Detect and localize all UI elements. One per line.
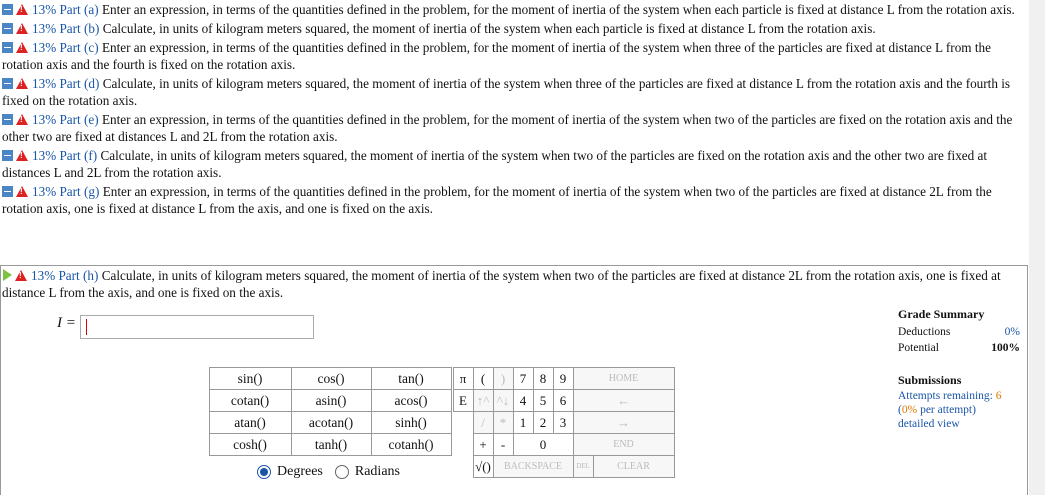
collapse-icon[interactable] — [2, 150, 13, 161]
part-label: 13% Part (c) — [32, 40, 99, 55]
part-label: 13% Part (g) — [32, 184, 100, 199]
part-text: Enter an expression, in terms of the quantities defined in the problem, for the moment of inertia of the system when three of the particles are fixed at distance L from the rotation axis and the fourth is fixed on the rotation axis. — [2, 40, 991, 72]
right-paren-button[interactable]: ) — [493, 367, 514, 390]
expand-arrow-icon[interactable] — [3, 269, 12, 281]
sin-button[interactable]: sin() — [209, 367, 292, 390]
cotanh-button[interactable]: cotanh() — [371, 433, 452, 456]
per-attempt-percent: 0% — [901, 404, 918, 416]
part-f[interactable] — [0, 146, 1028, 182]
sqrt-button[interactable]: √() — [473, 455, 494, 478]
collapse-icon[interactable] — [2, 42, 13, 53]
key-4[interactable]: 4 — [513, 389, 534, 412]
right-arrow-button[interactable]: → — [573, 411, 675, 434]
part-text: Calculate, in units of kilogram meters squared, the moment of inertia of the system when two of the particles are fixed at distance 2L from the rotation axis, one is fixed at distance L from the axis, and one is fixed on the axis. — [2, 268, 1001, 300]
part-e[interactable] — [0, 110, 1028, 146]
part-c[interactable] — [0, 38, 1028, 74]
function-buttons — [209, 367, 451, 455]
submissions-panel — [898, 373, 1028, 431]
part-label: 13% Part (b) — [32, 21, 100, 36]
warning-icon — [16, 186, 28, 197]
plus-button[interactable]: + — [473, 433, 494, 456]
vertical-scrollbar[interactable] — [1029, 0, 1045, 495]
part-label: 13% Part (h) — [31, 268, 99, 283]
attempts-remaining: 6 — [995, 390, 1002, 402]
multiply-button[interactable]: * — [493, 411, 514, 434]
asin-button[interactable]: asin() — [291, 389, 372, 412]
warning-icon — [16, 78, 28, 89]
cosh-button[interactable]: cosh() — [209, 433, 292, 456]
answer-prefix: I = — [57, 315, 76, 331]
home-button[interactable]: HOME — [573, 367, 675, 390]
warning-icon — [16, 42, 28, 53]
pi-button[interactable]: π — [453, 367, 474, 390]
deductions-value: 0% — [1004, 326, 1020, 338]
warning-icon — [16, 4, 28, 15]
part-text: Enter an expression, in terms of the quantities defined in the problem, for the moment of inertia of the system when two of the particles are fixed at distance 2L from the rotation axis, one is fixed at distance L from the axis, and one is fixed on the axis. — [2, 184, 992, 216]
answer-input[interactable] — [80, 315, 314, 339]
degrees-label: Degrees — [277, 464, 323, 479]
warning-icon — [16, 150, 28, 161]
acotan-button[interactable]: acotan() — [291, 411, 372, 434]
part-label: 13% Part (a) — [32, 2, 99, 17]
key-5[interactable]: 5 — [533, 389, 554, 412]
radians-label: Radians — [354, 464, 400, 479]
part-a[interactable] — [0, 0, 1028, 19]
minus-button[interactable]: - — [493, 433, 514, 456]
part-g[interactable] — [0, 182, 1028, 218]
collapse-icon[interactable] — [2, 114, 13, 125]
number-pad — [453, 367, 674, 477]
key-2[interactable]: 2 — [533, 411, 554, 434]
subscript-button[interactable]: ^↓ — [493, 389, 514, 412]
del-button[interactable]: DEL — [573, 455, 594, 478]
grade-summary — [898, 307, 1020, 354]
tanh-button[interactable]: tanh() — [291, 433, 372, 456]
detailed-view-link[interactable]: detailed view — [898, 418, 960, 430]
angle-mode-selector — [257, 464, 400, 480]
part-text: Calculate, in units of kilogram meters squared, the moment of inertia of the system when three of the particles are fixed at distance L from the rotation axis and the fourth is fixed on the rotation axis. — [2, 76, 1011, 108]
warning-icon — [16, 23, 28, 34]
left-arrow-button[interactable]: ← — [573, 389, 675, 412]
deductions-label: Deductions — [898, 326, 951, 338]
end-button[interactable]: END — [573, 433, 675, 456]
collapse-icon[interactable] — [2, 4, 13, 15]
key-7[interactable]: 7 — [513, 367, 534, 390]
part-text: Enter an expression, in terms of the quantities defined in the problem, for the moment of inertia of the system when two of the particles are fixed on the rotation axis and the other two are fixed at distances L and 2L from the rotation axis. — [2, 112, 1013, 144]
part-text: Calculate, in units of kilogram meters squared, the moment of inertia of the system when two of the particles are fixed on the rotation axis and the other two are fixed at distances L and 2L from the rotation axis. — [2, 148, 988, 180]
e-button[interactable]: E — [453, 389, 474, 412]
backspace-button[interactable]: BACKSPACE — [493, 455, 574, 478]
key-8[interactable]: 8 — [533, 367, 554, 390]
potential-value: 100% — [991, 342, 1020, 354]
part-h — [0, 266, 1028, 302]
key-9[interactable]: 9 — [553, 367, 574, 390]
part-label: 13% Part (f) — [32, 148, 98, 163]
attempts-label: Attempts remaining: — [898, 390, 993, 402]
part-text: Calculate, in units of kilogram meters squared, the moment of inertia of the system when each particle is fixed at distance L from the rotation axis. — [102, 21, 876, 36]
key-1[interactable]: 1 — [513, 411, 534, 434]
left-paren-button[interactable]: ( — [473, 367, 494, 390]
key-0[interactable]: 0 — [513, 433, 574, 456]
tan-button[interactable]: tan() — [371, 367, 452, 390]
submissions-title: Submissions — [898, 373, 962, 387]
superscript-button[interactable]: ↑^ — [473, 389, 494, 412]
key-6[interactable]: 6 — [553, 389, 574, 412]
part-b[interactable] — [0, 19, 1028, 38]
radians-radio[interactable] — [335, 465, 349, 479]
atan-button[interactable]: atan() — [209, 411, 292, 434]
cotan-button[interactable]: cotan() — [209, 389, 292, 412]
part-h-header — [0, 266, 1028, 302]
sinh-button[interactable]: sinh() — [371, 411, 452, 434]
potential-label: Potential — [898, 342, 939, 354]
key-3[interactable]: 3 — [553, 411, 574, 434]
collapse-icon[interactable] — [2, 186, 13, 197]
clear-button[interactable]: CLEAR — [593, 455, 675, 478]
text-caret — [86, 319, 87, 335]
per-attempt-rest: per attempt) — [917, 404, 976, 416]
collapse-icon[interactable] — [2, 23, 13, 34]
part-d[interactable] — [0, 74, 1028, 110]
degrees-radio[interactable] — [257, 465, 271, 479]
warning-icon — [16, 114, 28, 125]
part-label: 13% Part (e) — [32, 112, 99, 127]
acos-button[interactable]: acos() — [371, 389, 452, 412]
question-parts-list — [0, 0, 1028, 218]
warning-icon — [15, 270, 27, 281]
grade-summary-title: Grade Summary — [898, 307, 985, 321]
collapse-icon[interactable] — [2, 78, 13, 89]
cos-button[interactable]: cos() — [291, 367, 372, 390]
per-attempt-text: (0% per attempt) — [898, 404, 976, 416]
part-text: Enter an expression, in terms of the quantities defined in the problem, for the moment of inertia of the system when each particle is fixed at distance L from the rotation axis. — [101, 2, 1015, 17]
divide-button[interactable]: / — [473, 411, 494, 434]
part-label: 13% Part (d) — [32, 76, 100, 91]
